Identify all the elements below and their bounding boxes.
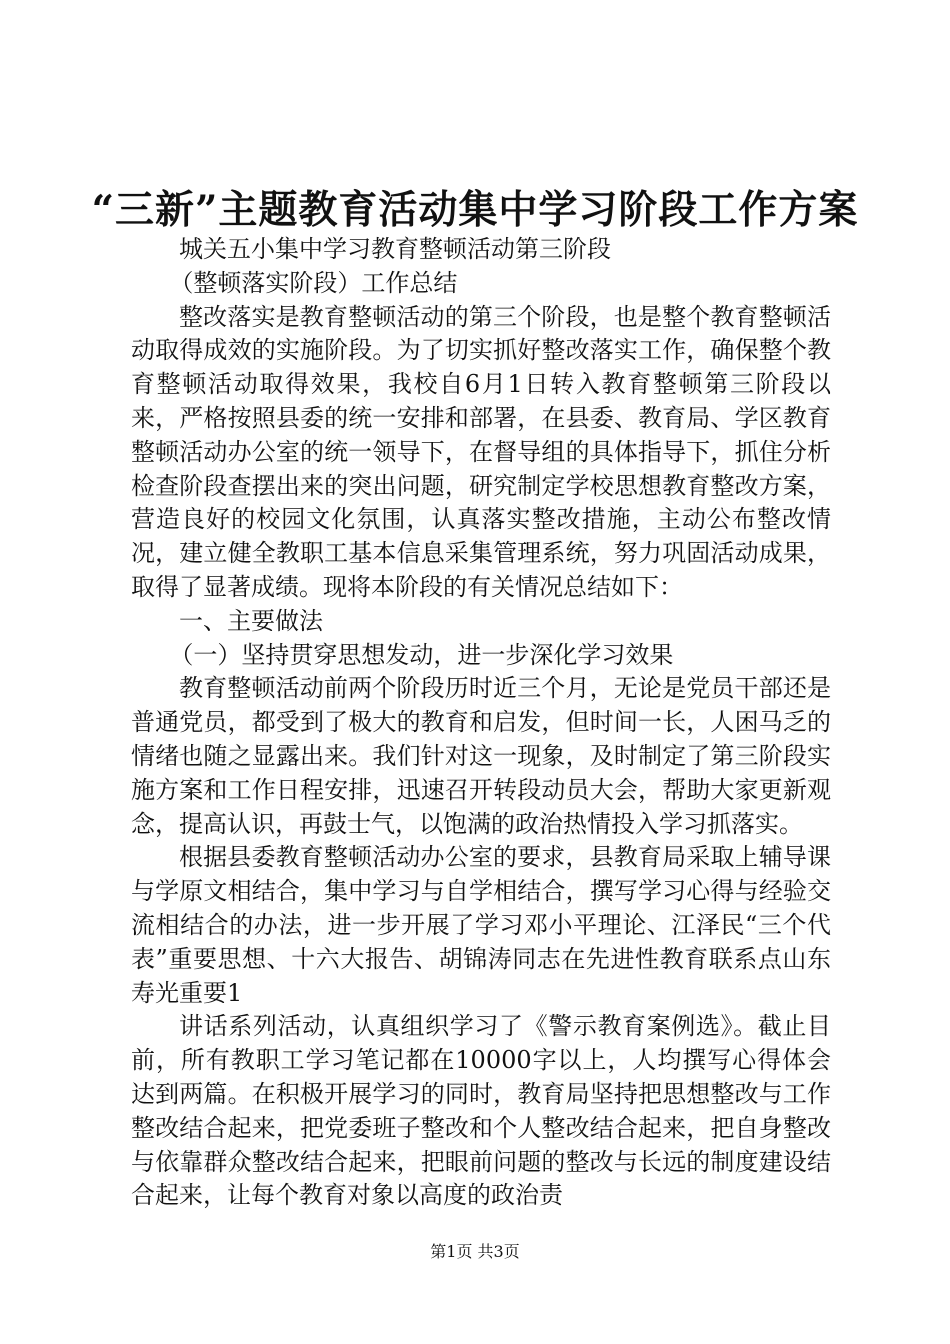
subsection-heading: （一）坚持贯穿思想发动，进一步深化学习效果	[169, 640, 674, 669]
subtitle-line-2: （整顿落实阶段）工作总结	[169, 268, 458, 297]
paragraph-study-3: 讲话系列活动，认真组织学习了《警示教育案例选》。截止目前，所有教职工学习笔记都在10000字以上，人均撰写心得体会达到两篇。在积极开展学习的同时，教育局坚持把思想整改与工作整改结合起来，把党委班子整改和个人整改结合起来，把自身整改与依靠群众整改结合起来，把眼前问题的整改与长远的制度建设结合起来，让每个教育对象以高度的政治责	[131, 1012, 831, 1210]
paragraph-study-1: 教育整顿活动前两个阶段历时近三个月，无论是党员干部还是普通党员，都受到了极大的教育和启发，但时间一长，人困马乏的情绪也随之显露出来。我们针对这一现象，及时制定了第三阶段实施方案和工作日程安排，迅速召开转段动员大会，帮助大家更新观念，提高认识，再鼓士气，以饱满的政治热情投入学习抓落实。	[131, 674, 831, 838]
paragraph-intro: 整改落实是教育整顿活动的第三个阶段，也是整个教育整顿活动取得成效的实施阶段。为了切实抓好整改落实工作，确保整个教育整顿活动取得效果，我校自6月1日转入教育整顿第三阶段以来，严格按照县委的统一安排和部署，在县委、教育局、学区教育整顿活动办公室的统一领导下，在督导组的具体指导下，抓住分析检查阶段查摆出来的突出问题，研究制定学校思想教育整改方案，营造良好的校园文化氛围，认真落实整改措施，主动公布整改情况，建立健全教职工基本信息采集管理系统，努力巩固活动成果，取得了显著成绩。现将本阶段的有关情况总结如下：	[131, 302, 831, 601]
section-heading: 一、主要做法	[179, 606, 323, 635]
subtitle-line-1: 城关五小集中学习教育整顿活动第三阶段	[179, 235, 611, 263]
page-footer: 第1页 共3页	[430, 1242, 520, 1261]
document-body	[131, 233, 831, 1213]
document-title: “三新”主题教育活动集中学习阶段工作方案	[91, 187, 859, 233]
paragraph-study-2: 根据县委教育整顿活动办公室的要求，县教育局采取上辅导课与学原文相结合，集中学习与自学相结合，撰写学习心得与经验交流相结合的办法，进一步开展了学习邓小平理论、江泽民“三个代表”重要思想、十六大报告、胡锦涛同志在先进性教育联系点山东寿光重要1	[131, 843, 831, 1007]
